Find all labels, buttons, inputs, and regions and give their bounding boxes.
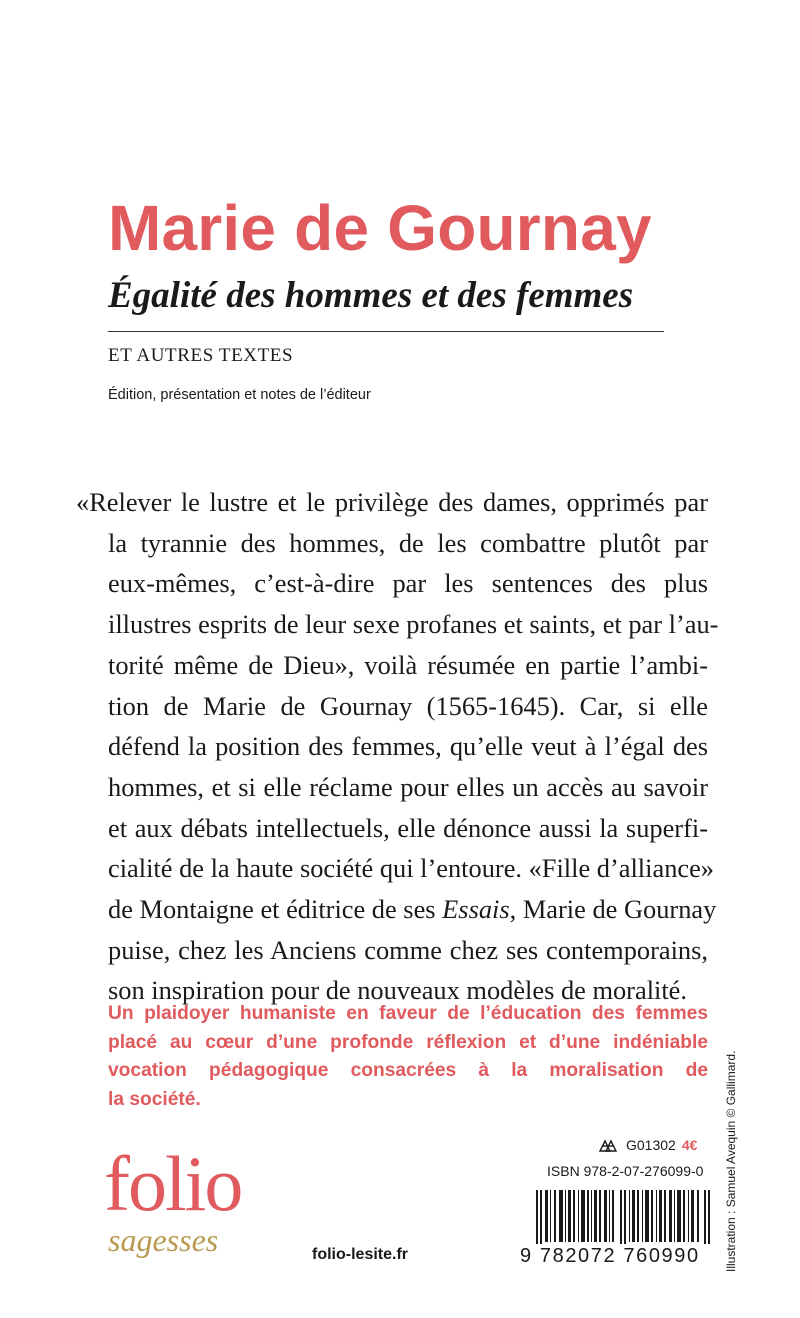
pitch-line: vocation pédagogique consacrées à la moralisation de [108,1060,708,1082]
blurb-line: son inspiration pour de nouveaux modèles de moralité. [108,975,687,1006]
blurb-line: tion de Marie de Gournay (1565-1645). Car, si elle [108,690,708,721]
edition-note: Édition, présentation et notes de l’éditeur [108,387,371,403]
folio-logo: folio [104,1140,242,1227]
blurb-line: hommes, et si elle réclame pour elles un accès au savoir [108,771,708,802]
product-code: G01302 [626,1137,676,1153]
blurb-line: puise, chez les Anciens comme chez ses contemporains, [108,934,708,965]
price: 4€ [681,1137,698,1153]
blurb-line: défend la position des femmes, qu’elle veut à l’égal des [108,731,708,762]
blurb [76,482,719,1011]
blurb-line: la tyrannie des hommes, de les combattre plutôt par [108,527,708,558]
pitch-line: la société. [108,1088,201,1110]
sagesses-logo: sagesses [108,1222,219,1258]
book-title: Égalité des hommes et des femmes [108,275,634,316]
blurb-italic-title: Essais [442,894,510,925]
isbn: ISBN 978-2-07-276099-0 [547,1163,704,1179]
category-symbol-icon [596,1137,620,1153]
website-link[interactable]: folio-lesite.fr [312,1246,409,1263]
barcode-digits: 9 782072 760990 [520,1244,712,1268]
author-name: Marie de Gournay [108,192,652,264]
blurb-line-essais [76,889,717,930]
illustration-credit: Illustration : Samuel Avequin © Gallimard. [724,1050,738,1272]
pitch-line: placé au cœur d’une profonde réflexion et d’une indéniable [108,1031,708,1053]
blurb-line: eux-mêmes, c’est-à-dire par les sentences des plus [108,568,708,599]
blurb-text: de Montaigne et éditrice de ses [108,894,443,925]
blurb-line: «Relever le lustre et le privilège des dames, opprimés par [76,487,708,517]
blurb-line: illustres esprits de leur sexe profanes et saints, et par l’au- [108,609,719,640]
title-divider [108,331,664,332]
blurb-line: et aux débats intellectuels, elle dénonce aussi la superfi- [108,812,708,843]
blurb-text: , Marie de Gournay [509,894,717,925]
pitch-line: Un plaidoyer humaniste en faveur de l’éducation des femmes [108,1003,708,1024]
product-code-line [596,1134,697,1156]
barcode-icon [536,1190,710,1250]
blurb-line: torité même de Dieu», voilà résumée en partie l’ambi- [108,649,708,680]
book-subtitle: ET AUTRES TEXTES [108,345,294,366]
pitch [108,1000,708,1114]
blurb-line: cialité de la haute société qui l’entoure. «Fille d’alliance» [108,853,715,884]
